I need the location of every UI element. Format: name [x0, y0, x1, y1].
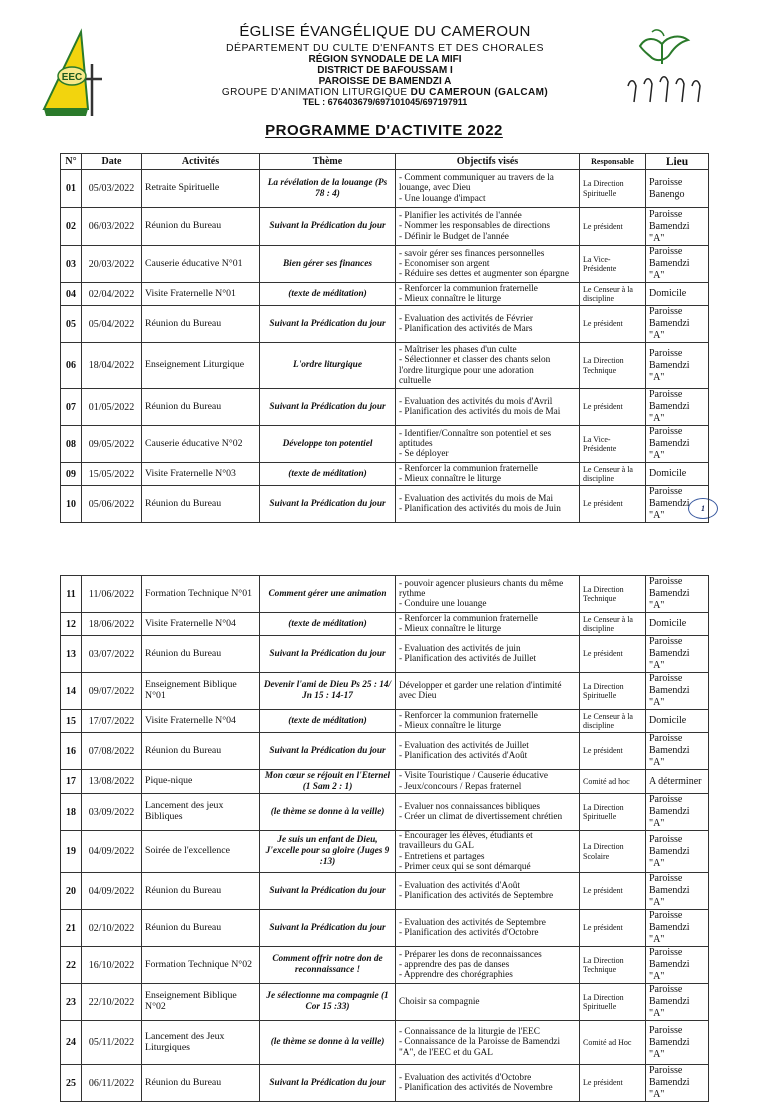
row-activity: Retraite Spirituelle [142, 170, 260, 208]
row-objectives [396, 208, 580, 246]
row-objectives [396, 389, 580, 426]
row-objectives [396, 613, 580, 636]
row-date: 04/09/2022 [82, 873, 142, 910]
row-number: 14 [61, 673, 82, 710]
row-activity: Réunion du Bureau [142, 389, 260, 426]
row-place: Paroisse Bamendzi "A" [646, 673, 709, 710]
table-row [61, 673, 709, 710]
row-theme: (le thème se donne à la veille) [260, 794, 396, 831]
objective-line: - Evaluation des activités de juin [399, 643, 521, 654]
row-activity: Causerie éducative N°01 [142, 246, 260, 283]
row-number: 04 [61, 283, 82, 306]
row-objectives [396, 463, 580, 486]
row-objectives [396, 947, 580, 984]
objective-line: - Evaluation des activités d'Août [399, 880, 520, 891]
objective-line: - Planification des activités du mois de Mai [399, 407, 561, 417]
row-responsible: Le président [580, 910, 646, 947]
objective-line: - apprendre des pas de danses [399, 959, 510, 970]
row-number: 05 [61, 306, 82, 343]
objective-line: - Renforcer la communion fraternelle [399, 283, 538, 294]
objective-line: - Conduire une louange [399, 599, 487, 610]
row-activity: Formation Technique N°01 [142, 576, 260, 613]
row-activity: Enseignement Liturgique [142, 343, 260, 389]
row-objectives [396, 576, 580, 613]
row-objectives [396, 486, 580, 523]
row-objectives [396, 426, 580, 463]
row-date: 01/05/2022 [82, 389, 142, 426]
objective-line: - Renforcer la communion fraternelle [399, 613, 538, 624]
row-responsible: La Direction Spirituelle [580, 170, 646, 208]
row-theme: Suivant la Prédication du jour [260, 486, 396, 523]
table-row [61, 984, 709, 1021]
objective-line: - Mieux connaître le liturge [399, 294, 502, 304]
row-number: 16 [61, 733, 82, 770]
row-date: 06/11/2022 [82, 1065, 142, 1102]
row-date: 05/03/2022 [82, 170, 142, 208]
row-activity: Pique-nique [142, 770, 260, 794]
objective-line: avec Dieu [399, 691, 437, 701]
row-theme: Suivant la Prédication du jour [260, 636, 396, 673]
row-date: 13/08/2022 [82, 770, 142, 794]
row-place: Paroisse Bamendzi "A" [646, 576, 709, 613]
col-header-objectives: Objectifs visés [396, 154, 580, 170]
row-activity: Enseignement Biblique N°02 [142, 984, 260, 1021]
table-row [61, 208, 709, 246]
col-header-activity: Activités [142, 154, 260, 170]
row-theme: (texte de méditation) [260, 710, 396, 733]
objective-line: - Encourager les élèves, étudiants et [399, 831, 533, 842]
row-place: Paroisse Bamendzi "A" [646, 306, 709, 343]
row-place: Paroisse Bamendzi "A" [646, 636, 709, 673]
document-title: PROGRAMME D'ACTIVITE 2022 [265, 122, 503, 139]
row-objectives [396, 984, 580, 1021]
objective-line: - Evaluation des activités du mois d'Avril [399, 396, 553, 407]
row-activity: Visite Fraternelle N°03 [142, 463, 260, 486]
row-date: 22/10/2022 [82, 984, 142, 1021]
row-objectives [396, 831, 580, 873]
row-activity: Causerie éducative N°02 [142, 426, 260, 463]
row-activity: Réunion du Bureau [142, 873, 260, 910]
row-responsible: Le Censeur à la discipline [580, 613, 646, 636]
row-date: 09/07/2022 [82, 673, 142, 710]
col-header-place: Lieu [646, 154, 709, 170]
row-place: Paroisse Bamendzi "A" [646, 1021, 709, 1065]
row-activity: Réunion du Bureau [142, 733, 260, 770]
row-number: 09 [61, 463, 82, 486]
row-objectives [396, 673, 580, 710]
district-name: DISTRICT DE BAFOUSSAM I [317, 65, 453, 77]
row-date: 05/11/2022 [82, 1021, 142, 1065]
row-objectives [396, 794, 580, 831]
table-row [61, 710, 709, 733]
objective-line: - Une louange d'impact [399, 193, 486, 204]
objective-line: - Evaluation des activités de Juillet [399, 740, 529, 751]
row-number: 08 [61, 426, 82, 463]
letterhead [140, 24, 630, 108]
eec-logo [36, 24, 126, 124]
objective-line: - Planification des activités de Juillet [399, 654, 537, 664]
objective-line: Développer et garder une relation d'intimité [399, 680, 562, 691]
col-header-date: Date [82, 154, 142, 170]
row-theme: Suivant la Prédication du jour [260, 873, 396, 910]
objective-line: - Primer ceux qui se sont démarqué [399, 861, 531, 872]
objective-line: rythme [399, 588, 426, 599]
row-objectives [396, 770, 580, 794]
objective-line: - Evaluation des activités d'Octobre [399, 1072, 532, 1083]
row-responsible: Comité ad hoc [580, 770, 646, 794]
eec-logo-text: EEC [61, 72, 83, 83]
objective-line: cultuelle [399, 375, 432, 386]
row-activity: Visite Fraternelle N°04 [142, 710, 260, 733]
row-objectives [396, 910, 580, 947]
table-row [61, 343, 709, 389]
activity-table-page-1 [60, 153, 709, 523]
row-number: 21 [61, 910, 82, 947]
table-row [61, 576, 709, 613]
table-row [61, 170, 709, 208]
row-theme: Suivant la Prédication du jour [260, 389, 396, 426]
objective-line: - Jeux/concours / Repas fraternel [399, 781, 522, 792]
row-place: Paroisse Bamendzi "A" [646, 910, 709, 947]
row-number: 13 [61, 636, 82, 673]
row-responsible: Le président [580, 486, 646, 523]
row-responsible: Le président [580, 733, 646, 770]
objective-line: - Planification des activités d'Octobre [399, 928, 539, 938]
objective-line: - Apprendre des chorégraphies [399, 970, 513, 981]
row-date: 17/07/2022 [82, 710, 142, 733]
row-place: Paroisse Bamendzi "A" [646, 794, 709, 831]
row-activity: Lancement des Jeux Liturgiques [142, 1021, 260, 1065]
objective-line: - Planification des activités de Septembre [399, 891, 554, 901]
row-responsible: Le président [580, 1065, 646, 1102]
row-place: Domicile [646, 283, 709, 306]
table-row [61, 831, 709, 873]
row-place: Paroisse Bamendzi "A" [646, 984, 709, 1021]
table-row [61, 910, 709, 947]
row-date: 02/04/2022 [82, 283, 142, 306]
row-responsible: Le président [580, 636, 646, 673]
row-theme: La révélation de la louange (Ps 78 : 4) [260, 170, 396, 208]
row-date: 18/04/2022 [82, 343, 142, 389]
objective-line: - Mieux connaître le liturge [399, 721, 502, 731]
row-date: 11/06/2022 [82, 576, 142, 613]
row-responsible: Le président [580, 389, 646, 426]
table-row [61, 283, 709, 306]
objective-line: - Définir le Budget de l'année [399, 231, 509, 242]
row-number: 11 [61, 576, 82, 613]
row-number: 17 [61, 770, 82, 794]
table-row [61, 733, 709, 770]
row-theme: Bien gérer ses finances [260, 246, 396, 283]
row-number: 20 [61, 873, 82, 910]
row-place: Paroisse Bamendzi "A" [646, 426, 709, 463]
row-activity: Réunion du Bureau [142, 208, 260, 246]
row-number: 15 [61, 710, 82, 733]
col-header-responsible: Responsable [580, 154, 646, 170]
row-responsible: La Direction Technique [580, 947, 646, 984]
telephone: TEL : 676403679/697101045/697197911 [302, 97, 468, 108]
row-number: 19 [61, 831, 82, 873]
row-date: 06/03/2022 [82, 208, 142, 246]
row-objectives [396, 170, 580, 208]
row-place: Paroisse Bamendzi "A" [646, 486, 709, 523]
row-number: 24 [61, 1021, 82, 1065]
table-row [61, 486, 709, 523]
row-objectives [396, 733, 580, 770]
row-responsible: Le Censeur à la discipline [580, 463, 646, 486]
row-number: 02 [61, 208, 82, 246]
row-activity: Visite Fraternelle N°04 [142, 613, 260, 636]
row-activity: Soirée de l'excellence [142, 831, 260, 873]
row-date: 15/05/2022 [82, 463, 142, 486]
objective-line: - Réduire ses dettes et augmenter son épargne [399, 269, 569, 280]
row-activity: Réunion du Bureau [142, 1065, 260, 1102]
objective-line: - Renforcer la communion fraternelle [399, 463, 538, 474]
objective-line: - Planification des activités de Novembre [399, 1083, 553, 1093]
row-responsible: La Vice-Présidente [580, 246, 646, 283]
row-place: Paroisse Bamendzi "A" [646, 947, 709, 984]
row-responsible: La Direction Spirituelle [580, 794, 646, 831]
objective-line: - Comment communiquer au travers de la [399, 173, 554, 184]
row-number: 01 [61, 170, 82, 208]
row-date: 02/10/2022 [82, 910, 142, 947]
objective-line: - Visite Touristique / Causerie éducative [399, 771, 548, 782]
row-theme: Mon cœur se réjouit en l'Eternel (1 Sam 2 : 1) [260, 770, 396, 794]
page-break [0, 530, 768, 572]
department-name: DÉPARTEMENT DU CULTE D'ENFANTS ET DES CHORALES [225, 41, 545, 54]
row-theme: Devenir l'ami de Dieu Ps 25 : 14/ Jn 15 : 14-17 [260, 673, 396, 710]
objective-line: - Nommer les responsables de directions [399, 221, 551, 232]
row-activity: Enseignement Biblique N°01 [142, 673, 260, 710]
row-place: A déterminer [646, 770, 709, 794]
page-number-badge: 1 [688, 498, 718, 519]
row-theme: Comment gérer une animation [260, 576, 396, 613]
table-row [61, 873, 709, 910]
row-theme: Suivant la Prédication du jour [260, 910, 396, 947]
row-number: 12 [61, 613, 82, 636]
row-date: 05/04/2022 [82, 306, 142, 343]
row-place: Paroisse Bamendzi "A" [646, 831, 709, 873]
row-theme: Comment offrir notre don de reconnaissance ! [260, 947, 396, 984]
row-number: 22 [61, 947, 82, 984]
row-number: 06 [61, 343, 82, 389]
table-row [61, 636, 709, 673]
objective-line: - Evaluation des activités du mois de Mai [399, 493, 554, 504]
table-row [61, 389, 709, 426]
row-number: 23 [61, 984, 82, 1021]
row-objectives [396, 343, 580, 389]
table-row [61, 1065, 709, 1102]
row-date: 20/03/2022 [82, 246, 142, 283]
region-name: RÉGION SYNODALE DE LA MIFI [308, 54, 462, 66]
row-objectives [396, 283, 580, 306]
row-date: 07/08/2022 [82, 733, 142, 770]
row-theme: Je sélectionne ma compagnie (1 Cor 15 :33) [260, 984, 396, 1021]
table-row [61, 1021, 709, 1065]
row-activity: Réunion du Bureau [142, 636, 260, 673]
row-responsible: Le président [580, 208, 646, 246]
row-date: 04/09/2022 [82, 831, 142, 873]
row-objectives [396, 306, 580, 343]
row-activity: Lancement des jeux Bibliques [142, 794, 260, 831]
col-header-theme: Thème [260, 154, 396, 170]
row-objectives [396, 873, 580, 910]
row-date: 03/07/2022 [82, 636, 142, 673]
row-theme: (le thème se donne à la veille) [260, 1021, 396, 1065]
table-row [61, 794, 709, 831]
objective-line: - Economiser son argent [399, 258, 490, 269]
galcam-logo [622, 24, 702, 114]
row-objectives [396, 636, 580, 673]
objective-line: - Entretiens et partages [399, 851, 485, 862]
objective-line: - Créer un climat de divertissement chrétien [399, 812, 563, 822]
objective-line: - savoir gérer ses finances personnelles [399, 248, 545, 259]
table-row [61, 947, 709, 984]
col-header-number: N° [61, 154, 82, 170]
row-number: 18 [61, 794, 82, 831]
objective-line: - Identifier/Connaître son potentiel et ses [399, 428, 552, 439]
row-date: 03/09/2022 [82, 794, 142, 831]
row-place: Domicile [646, 613, 709, 636]
row-theme: Suivant la Prédication du jour [260, 306, 396, 343]
row-objectives [396, 710, 580, 733]
row-responsible: Comité ad Hoc [580, 1021, 646, 1065]
row-date: 09/05/2022 [82, 426, 142, 463]
row-theme: Développe ton potentiel [260, 426, 396, 463]
objective-line: - Connaissance de la liturgie de l'EEC [399, 1027, 540, 1038]
objective-line: - Evaluation des activités de Septembre [399, 917, 546, 928]
objective-line: "A", de l'EEC et du GAL [399, 1047, 493, 1058]
row-objectives [396, 246, 580, 283]
row-responsible: La Direction Scolaire [580, 831, 646, 873]
row-place: Paroisse Bamendzi "A" [646, 1065, 709, 1102]
row-activity: Réunion du Bureau [142, 910, 260, 947]
row-number: 07 [61, 389, 82, 426]
row-responsible: La Direction Spirituelle [580, 673, 646, 710]
objective-line: travailleurs du GAL [399, 841, 474, 852]
row-activity: Réunion du Bureau [142, 306, 260, 343]
row-responsible: La Direction Technique [580, 576, 646, 613]
parish-name: PAROISSE DE BAMENDZI A [318, 76, 452, 88]
objective-line: - Mieux connaître le liturge [399, 624, 502, 634]
row-activity: Visite Fraternelle N°01 [142, 283, 260, 306]
row-responsible: Le Censeur à la discipline [580, 283, 646, 306]
objective-line: - Planification des activités d'Août [399, 751, 528, 761]
row-place: Domicile [646, 710, 709, 733]
objective-line: - Evaluation des activités de Février [399, 313, 533, 324]
row-theme: Suivant la Prédication du jour [260, 733, 396, 770]
row-theme: Suivant la Prédication du jour [260, 1065, 396, 1102]
row-number: 25 [61, 1065, 82, 1102]
table-header-row [61, 154, 709, 170]
row-responsible: Le Censeur à la discipline [580, 710, 646, 733]
objective-line: l'ordre liturgique pour une adoration [399, 365, 534, 376]
row-responsible: Le président [580, 873, 646, 910]
row-place: Paroisse Bamendzi "A" [646, 733, 709, 770]
objective-line: - Planifier les activités de l'année [399, 211, 522, 222]
row-theme: (texte de méditation) [260, 283, 396, 306]
row-theme: L'ordre liturgique [260, 343, 396, 389]
row-objectives [396, 1065, 580, 1102]
objective-line: - pouvoir agencer plusieurs chants du même [399, 578, 564, 589]
row-theme: Suivant la Prédication du jour [260, 208, 396, 246]
row-activity: Réunion du Bureau [142, 486, 260, 523]
row-number: 10 [61, 486, 82, 523]
objective-line: - Se déployer [399, 449, 449, 460]
objective-line: aptitudes [399, 438, 433, 449]
objective-line: - Préparer les dons de reconnaissances [399, 949, 542, 960]
row-place: Paroisse Bamendzi "A" [646, 873, 709, 910]
table-row [61, 770, 709, 794]
objective-line: Choisir sa compagnie [399, 996, 480, 1007]
row-place: Paroisse Bamendzi "A" [646, 208, 709, 246]
row-theme: (texte de méditation) [260, 613, 396, 636]
table-row [61, 246, 709, 283]
row-place: Paroisse Bamendzi "A" [646, 343, 709, 389]
objective-line: - Renforcer la communion fraternelle [399, 710, 538, 721]
objective-line: - Connaissance de la Paroisse de Bamendzi [399, 1037, 561, 1048]
objective-line: - Planification des activités du mois de Juin [399, 504, 561, 514]
row-number: 03 [61, 246, 82, 283]
row-place: Paroisse Bamendzi "A" [646, 389, 709, 426]
row-responsible: La Direction Technique [580, 343, 646, 389]
table-row [61, 463, 709, 486]
row-responsible: La Direction Spirituelle [580, 984, 646, 1021]
table-row [61, 613, 709, 636]
objective-line: louange, avec Dieu [399, 183, 471, 194]
objective-line: - Evaluer nos connaissances bibliques [399, 801, 540, 812]
row-activity: Formation Technique N°02 [142, 947, 260, 984]
row-theme: Je suis un enfant de Dieu, J'excelle pour sa gloire (Juges 9 :13) [260, 831, 396, 873]
row-place: Paroisse Banengo [646, 170, 709, 208]
table-row [61, 306, 709, 343]
row-date: 16/10/2022 [82, 947, 142, 984]
row-place: Paroisse Bamendzi "A" [646, 246, 709, 283]
group-name: GROUPE D'ANIMATION LITURGIQUE DU CAMEROUN (GALCAM) [221, 87, 549, 99]
row-date: 18/06/2022 [82, 613, 142, 636]
row-responsible: Le président [580, 306, 646, 343]
row-date: 05/06/2022 [82, 486, 142, 523]
objective-line: - Mieux connaître le liturge [399, 474, 502, 484]
row-theme: (texte de méditation) [260, 463, 396, 486]
objective-line: - Sélectionner et classer des chants selon [399, 355, 551, 366]
objective-line: - Planification des activités de Mars [399, 324, 533, 334]
row-responsible: La Vice-Présidente [580, 426, 646, 463]
objective-line: - Maîtriser les phases d'un culte [399, 345, 517, 356]
row-place: Domicile [646, 463, 709, 486]
row-objectives [396, 1021, 580, 1065]
activity-table-page-2 [60, 575, 709, 1102]
table-row [61, 426, 709, 463]
church-name: ÉGLISE ÉVANGÉLIQUE DU CAMEROUN [239, 23, 531, 40]
